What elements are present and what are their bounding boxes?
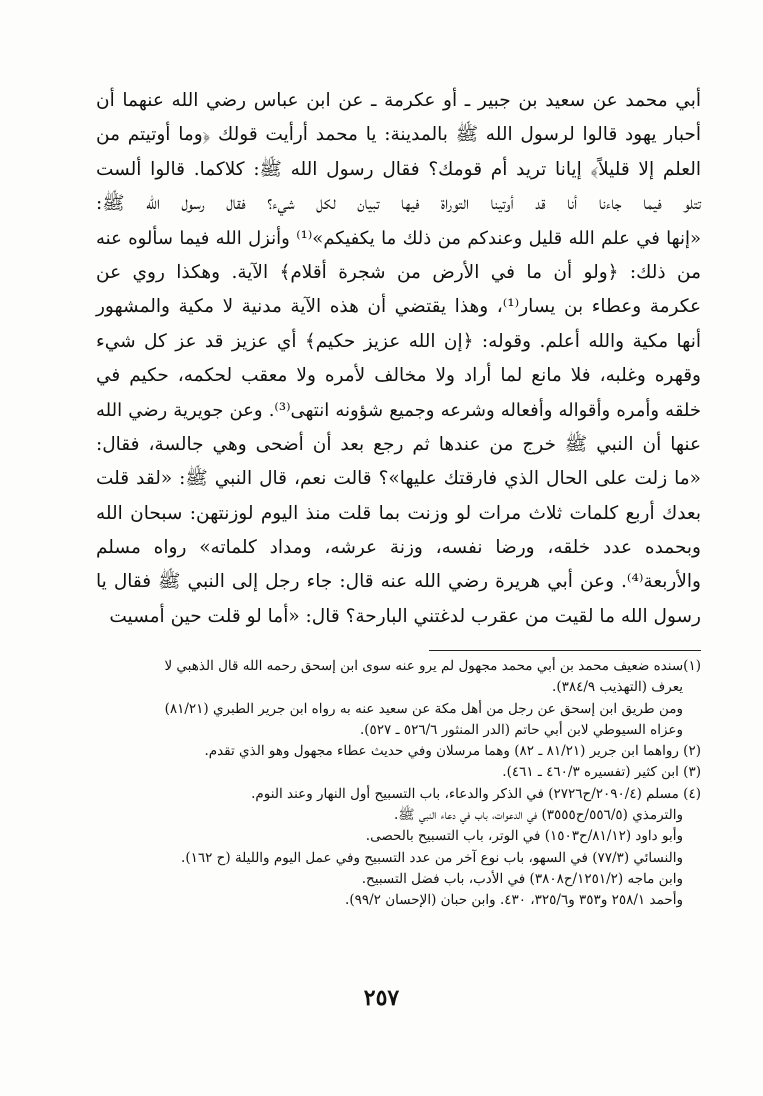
footnote-line: وأبو داود (٨١/١٢/ح١٥٠٣) في الوتر، باب التسبيح بالحصى. (365, 828, 683, 845)
main-text (96, 84, 701, 634)
body-line: أنها مكية والله أعلم. وقوله: ﴿إن الله عزيز حكيم﴾ أي عزيز قد عز كل شيء (96, 330, 701, 352)
body-line: تتلو فيما جاءنا أنا قد أوتينا التوراة فيها تبيان لكل شيء؟ فقال رسول الله ﷺ: (96, 193, 701, 215)
footnote-line: وعزاه السيوطي لابن أبي حاتم (الدر المنثور ٥٢٦/٦ ـ ٥٢٧). (359, 721, 683, 738)
footnotes (88, 656, 701, 912)
footnote-line: والنسائي (٧٧/٣) في السهو، باب نوع آخر من عدد التسبيح وفي عمل اليوم والليلة (ح ١٦٢). (181, 849, 683, 866)
footnote-line: يعرف (التهذيب ٣٨٤/٩). (552, 679, 683, 696)
body-line: من ذلك: ﴿ولو أن ما في الأرض من شجرة أقلام﴾ الآية. وهكذا روي عن (96, 261, 701, 283)
body-line: وقهره وغلبه، فلا مانع لما أراد ولا مخالف لأمره ولا معقب لحكمه، حكيم في (96, 365, 701, 387)
footnote-line: (٢) رواهما ابن جرير (٨١/٢١ ـ ٨٢) وهما مرسلان وفي حديث عطاء مجهول وهو الذي تقدم. (204, 743, 701, 760)
body-line: أبي محمد عن سعيد بن جبير ـ أو عكرمة ـ عن ابن عباس رضي الله عنهما أن (96, 90, 701, 111)
body-line: عنها أن النبي ﷺ خرج من عندها ثم رجع بعد أن أضحى وهي جالسة، فقال: (96, 433, 701, 455)
body-line: أحبار يهود قالوا لرسول الله ﷺ بالمدينة: يا محمد أرأيت قولك ﴿وما أوتيتم من (96, 124, 701, 146)
footnote-line: والترمذي (٥٥٦/٥/ح٣٥٥٥) في الدعوات، باب في دعاء النبي ﷺ. (394, 807, 683, 824)
footnote-line: (٤) مسلم (٢٠٩٠/٤/ح٢٧٢٦) في الذكر والدعاء، باب التسبيح أول النهار وعند النوم. (251, 785, 701, 802)
footnote-line: وأحمد ٢٥٨/١ و٣٥٣ و٣٢٥/٦، ٤٣٠. وابن حبان (الإحسان ٩٩/٢). (345, 892, 683, 909)
footnote-line: ومن طريق ابن إسحق عن رجل من أهل مكة عن سعيد عنه به رواه ابن جرير الطبري (٨١/٢١) (164, 700, 683, 717)
footnote-line: وابن ماجه (١٢٥١/٢/ح٣٨٠٨) في الأدب، باب فضل التسبيح. (361, 870, 683, 887)
body-line: بعدك أربع كلمات ثلاث مرات لو وزنت بما قلت منذ اليوم لوزنتهن: سبحان الله (96, 502, 701, 524)
page-number: ٢٥٧ (363, 985, 400, 1011)
body-line: والأربعة⁽⁴⁾. وعن أبي هريرة رضي الله عنه قال: جاء رجل إلى النبي ﷺ فقال يا (96, 571, 701, 593)
body-line: وبحمده عدد خلقه، ورضا نفسه، وزنة عرشه، ومداد كلماته» رواه مسلم (96, 537, 701, 559)
body-line: العلم إلا قليلاً﴾ إيانا تريد أم قومك؟ فقال رسول الله ﷺ: كلاكما. قالوا ألست (96, 158, 701, 180)
footnote-line: (٣) ابن كثير (تفسيره ٤٦٠/٣ ـ ٤٦١). (502, 764, 701, 781)
body-line: «ما زلت على الحال الذي فارقتك عليها»؟ قالت نعم، قال النبي ﷺ: «لقد قلت (96, 468, 701, 490)
body-line: «إنها في علم الله قليل وعندكم من ذلك ما يكفيكم»⁽¹⁾ وأنزل الله فيما سألوه عنه (96, 227, 701, 249)
body-line: عكرمة وعطاء بن يسار⁽¹⁾، وهذا يقتضي أن هذه الآية مدنية لا مكية والمشهور (96, 296, 701, 318)
body-line: خلقه وأمره وأقواله وأفعاله وشرعه وجميع شؤونه انتهى⁽³⁾. وعن جويرية رضي الله (96, 399, 702, 421)
body-line: رسول الله ما لقيت من عقرب لدغتني البارحة؟ قال: «أما لو قلت حين أمسيت (109, 605, 701, 627)
footnote-line: (١)سنده ضعيف محمد بن أبي محمد مجهول لم يرو عنه سوى ابن إسحق رحمه الله قال الذهبي لا (164, 658, 701, 674)
footnote-divider (429, 650, 701, 651)
